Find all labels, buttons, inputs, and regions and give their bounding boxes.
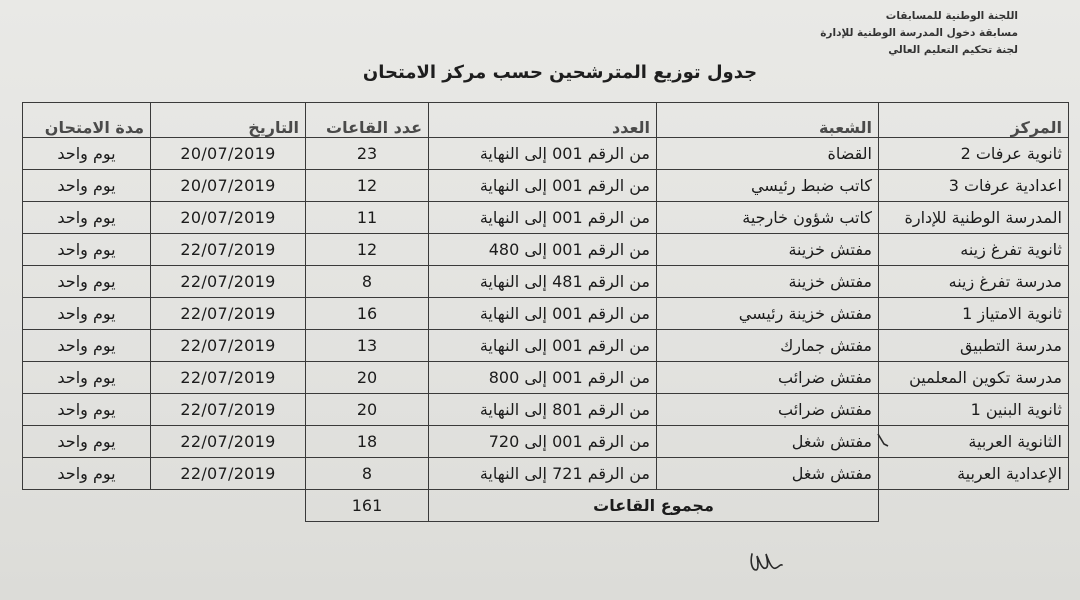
cell-center: ثانوية عرفات 2: [879, 138, 1069, 170]
cell-rooms-count: 12: [306, 170, 429, 202]
cell-rooms-count: 12: [306, 234, 429, 266]
table-body: [23, 138, 1069, 490]
table-row: [23, 394, 1069, 426]
cell-rooms-count: 18: [306, 426, 429, 458]
table-row: [23, 234, 1069, 266]
cell-branch: مفتش شغل: [657, 458, 879, 490]
cell-number-range: من الرقم 001 إلى 480: [429, 234, 657, 266]
cell-center: اعدادية عرفات 3: [879, 170, 1069, 202]
cell-branch: مفتش خزينة: [657, 266, 879, 298]
cell-date: 20/07/2019: [151, 170, 306, 202]
cell-date: 22/07/2019: [151, 426, 306, 458]
header-number: العدد: [429, 103, 657, 138]
cell-date: 22/07/2019: [151, 394, 306, 426]
cell-number-range: من الرقم 801 إلى النهاية: [429, 394, 657, 426]
cell-center: المدرسة الوطنية للإدارة: [879, 202, 1069, 234]
cell-number-range: من الرقم 001 إلى النهاية: [429, 330, 657, 362]
cell-date: 22/07/2019: [151, 266, 306, 298]
header-line-competition: مسابقة دخول المدرسة الوطنية للإدارة: [820, 27, 1018, 39]
cell-duration: يوم واحد: [23, 138, 151, 170]
cell-number-range: من الرقم 001 إلى النهاية: [429, 138, 657, 170]
cell-rooms-count: 11: [306, 202, 429, 234]
cell-rooms-count: 16: [306, 298, 429, 330]
total-spacer: [879, 490, 1069, 522]
total-row: [23, 490, 1069, 522]
cell-date: 20/07/2019: [151, 138, 306, 170]
cell-branch: مفتش خزينة رئيسي: [657, 298, 879, 330]
header-date: التاريخ: [151, 103, 306, 138]
cell-branch: مفتش ضرائب: [657, 394, 879, 426]
cell-number-range: من الرقم 001 إلى النهاية: [429, 202, 657, 234]
cell-number-range: من الرقم 001 إلى 800: [429, 362, 657, 394]
header-line-jury: لجنة تحكيم التعليم العالي: [888, 44, 1018, 56]
cell-number-range: من الرقم 001 إلى النهاية: [429, 170, 657, 202]
table-row: [23, 170, 1069, 202]
issuing-authority-header: [820, 8, 1018, 59]
cell-date: 22/07/2019: [151, 234, 306, 266]
cell-duration: يوم واحد: [23, 330, 151, 362]
cell-date: 22/07/2019: [151, 298, 306, 330]
header-rooms: عدد القاعات: [306, 103, 429, 138]
table-row: [23, 426, 1069, 458]
cell-duration: يوم واحد: [23, 426, 151, 458]
cell-duration: يوم واحد: [23, 394, 151, 426]
table-row: [23, 202, 1069, 234]
total-rooms-value: 161: [306, 490, 429, 522]
cell-rooms-count: 23: [306, 138, 429, 170]
cell-rooms-count: 8: [306, 266, 429, 298]
table-row: [23, 138, 1069, 170]
distribution-table: [22, 102, 1069, 522]
header-duration: مدة الامتحان: [23, 103, 151, 138]
cell-branch: القضاة: [657, 138, 879, 170]
cell-center: الإعدادية العربية: [879, 458, 1069, 490]
cell-number-range: من الرقم 721 إلى النهاية: [429, 458, 657, 490]
cell-date: 22/07/2019: [151, 458, 306, 490]
table-row: [23, 298, 1069, 330]
cell-duration: يوم واحد: [23, 362, 151, 394]
handwritten-signature: [748, 548, 788, 578]
table-header-row: [23, 103, 1069, 138]
cell-duration: يوم واحد: [23, 266, 151, 298]
table-row: [23, 330, 1069, 362]
cell-number-range: من الرقم 001 إلى 720: [429, 426, 657, 458]
cell-center: مدرسة تفرغ زينه: [879, 266, 1069, 298]
cell-center: ثانوية تفرغ زينه: [879, 234, 1069, 266]
cell-rooms-count: 20: [306, 362, 429, 394]
cell-date: 22/07/2019: [151, 362, 306, 394]
cell-rooms-count: 8: [306, 458, 429, 490]
cell-branch: مفتش جمارك: [657, 330, 879, 362]
cell-date: 22/07/2019: [151, 330, 306, 362]
header-center: المركز: [879, 103, 1069, 138]
cell-center: ثانوية البنين 1: [879, 394, 1069, 426]
total-spacer-duration: [23, 490, 151, 522]
table-row: [23, 266, 1069, 298]
cell-center: الثانوية العربية: [879, 426, 1069, 458]
total-spacer-date: [151, 490, 306, 522]
cell-branch: مفتش خزينة: [657, 234, 879, 266]
cell-number-range: من الرقم 001 إلى النهاية: [429, 298, 657, 330]
cell-date: 20/07/2019: [151, 202, 306, 234]
cell-duration: يوم واحد: [23, 170, 151, 202]
cell-number-range: من الرقم 481 إلى النهاية: [429, 266, 657, 298]
header-branch: الشعبة: [657, 103, 879, 138]
cell-branch: مفتش شغل: [657, 426, 879, 458]
table-row: [23, 362, 1069, 394]
cell-center: ثانوية الامتياز 1: [879, 298, 1069, 330]
cell-branch: مفتش ضرائب: [657, 362, 879, 394]
tick-mark-icon: [876, 432, 890, 448]
cell-branch: كاتب ضبط رئيسي: [657, 170, 879, 202]
cell-duration: يوم واحد: [23, 458, 151, 490]
document-title: جدول توزيع المترشحين حسب مركز الامتحان: [362, 62, 758, 83]
cell-center: مدرسة التطبيق: [879, 330, 1069, 362]
table-row: [23, 458, 1069, 490]
total-label: مجموع القاعات: [429, 490, 879, 522]
cell-branch: كاتب شؤون خارجية: [657, 202, 879, 234]
cell-center: مدرسة تكوين المعلمين: [879, 362, 1069, 394]
cell-rooms-count: 13: [306, 330, 429, 362]
cell-duration: يوم واحد: [23, 234, 151, 266]
header-line-committee: اللجنة الوطنية للمسابقات: [885, 10, 1018, 22]
cell-duration: يوم واحد: [23, 298, 151, 330]
cell-duration: يوم واحد: [23, 202, 151, 234]
cell-rooms-count: 20: [306, 394, 429, 426]
